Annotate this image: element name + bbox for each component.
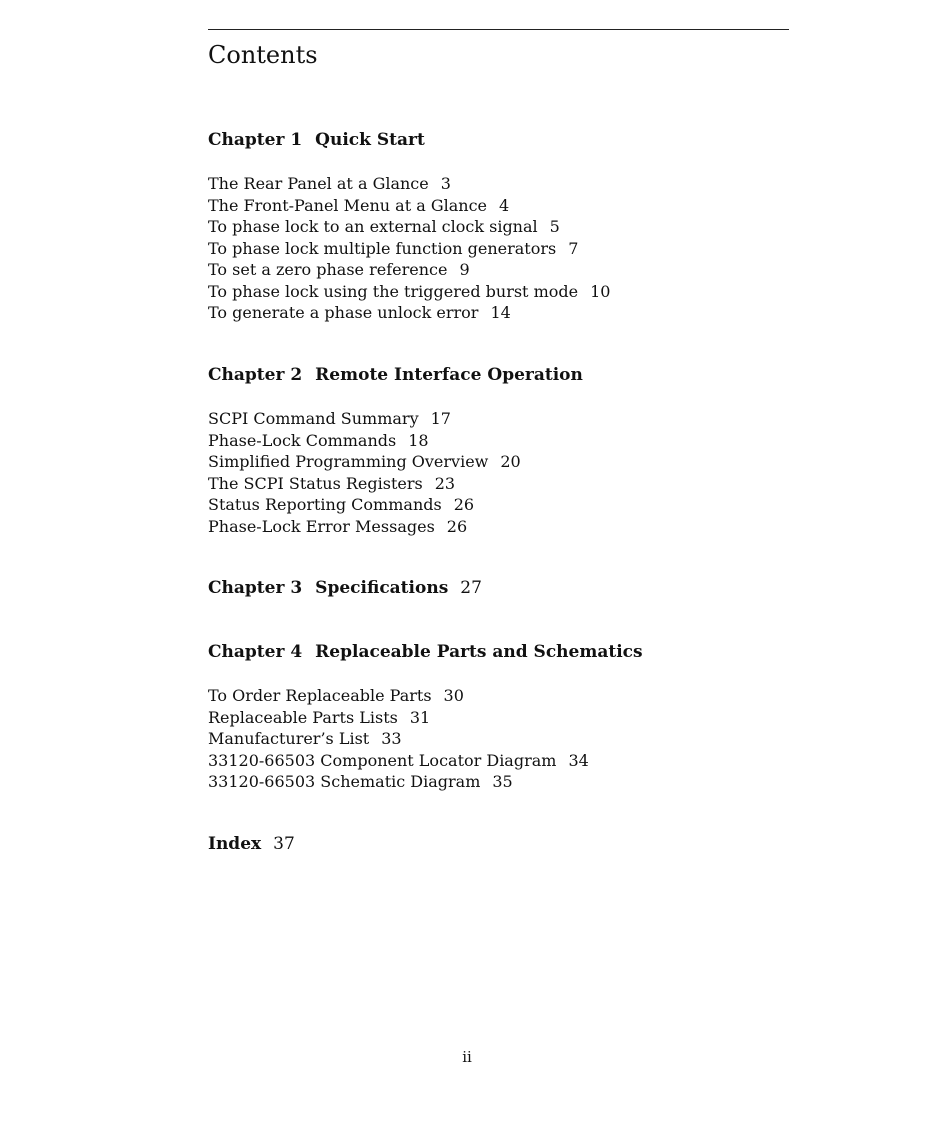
chapter-label: Chapter 4 [208,642,303,662]
toc-entry-page: 17 [430,409,451,428]
toc-entry[interactable] [208,771,589,793]
toc-entry-title: The Front-Panel Menu at a Glance [208,195,488,215]
toc-entry[interactable] [208,685,589,707]
toc-entry-title: Replaceable Parts Lists [208,707,398,727]
toc-entry-title: Status Reporting Commands [208,495,442,514]
chapter-label: Chapter 2 [208,365,303,385]
toc-entry-page: 3 [440,174,451,193]
toc-entry[interactable] [208,216,610,238]
chapter-label: Chapter 1 [208,130,303,150]
toc-entry-page: 33 [381,729,402,748]
chapter-2-entries [208,408,521,537]
index-heading[interactable] [208,834,295,855]
page-title: Contents [208,41,318,69]
toc-entry-title: To generate a phase unlock error [208,303,479,322]
chapter-name: Specifications [315,578,449,598]
toc-entry-title: To phase lock using the triggered burst mode [208,281,579,301]
toc-entry[interactable] [208,750,589,772]
toc-entry-page: 18 [408,430,429,450]
toc-entry-title: Manufacturer’s List [208,729,370,748]
chapter-label: Chapter 3 [208,578,303,598]
toc-entry-page: 26 [446,516,468,536]
toc-entry[interactable] [208,408,521,430]
toc-entry-title: To phase lock multiple function generators [208,238,557,258]
index-label: Index [208,834,262,854]
toc-entry-page: 5 [549,217,560,236]
toc-entry-page: 14 [490,303,511,322]
toc-entry-title: To set a zero phase reference [208,260,448,279]
toc-entry-page: 34 [568,750,589,770]
toc-entry-page: 30 [443,686,464,705]
toc-entry-title: The Rear Panel at a Glance [208,174,429,193]
chapter-name: Quick Start [315,130,425,150]
toc-entry[interactable] [208,302,610,324]
toc-entry[interactable] [208,451,521,473]
toc-entry-page: 7 [568,238,579,258]
toc-entry-title: The SCPI Status Registers [208,473,423,493]
toc-entry-page: 9 [459,260,470,279]
chapter-2-heading[interactable] [208,365,583,386]
chapter-page: 27 [460,578,482,598]
toc-entry-page: 31 [409,707,431,727]
toc-entry[interactable] [208,173,610,195]
toc-entry-page: 26 [453,495,475,514]
toc-entry-page: 4 [499,195,510,215]
toc-entry-title: 33120-66503 Component Locator Diagram [208,750,557,770]
toc-entry-title: Phase-Lock Error Messages [208,516,435,536]
toc-entry-page: 35 [492,772,513,791]
toc-entry-title: To phase lock to an external clock signal [208,217,538,236]
toc-entry-title: SCPI Command Summary [208,409,419,428]
toc-entry[interactable] [208,238,610,260]
toc-entry[interactable] [208,259,610,281]
toc-entry[interactable] [208,430,521,452]
page-number: ii [462,1048,472,1066]
chapter-4-heading[interactable] [208,642,643,663]
toc-entry-page: 23 [434,473,456,493]
toc-entry[interactable] [208,195,610,217]
toc-entry-page: 20 [500,452,521,471]
chapter-1-entries [208,173,610,324]
toc-entry[interactable] [208,281,610,303]
toc-entry[interactable] [208,473,521,495]
toc-entry-title: 33120-66503 Schematic Diagram [208,772,481,791]
toc-entry-title: To Order Replaceable Parts [208,686,432,705]
toc-entry[interactable] [208,494,521,516]
toc-entry[interactable] [208,516,521,538]
index-page: 37 [273,834,295,854]
header-rule [208,29,789,30]
chapter-name: Remote Interface Operation [315,365,583,385]
toc-entry-page: 10 [590,281,611,301]
toc-entry-title: Simplified Programming Overview [208,452,489,471]
chapter-3-heading[interactable] [208,578,482,599]
toc-entry-title: Phase-Lock Commands [208,430,397,450]
chapter-name: Replaceable Parts and Schematics [315,642,643,662]
toc-entry[interactable] [208,728,589,750]
toc-entry[interactable] [208,707,589,729]
chapter-4-entries [208,685,589,793]
chapter-1-heading[interactable] [208,130,425,151]
